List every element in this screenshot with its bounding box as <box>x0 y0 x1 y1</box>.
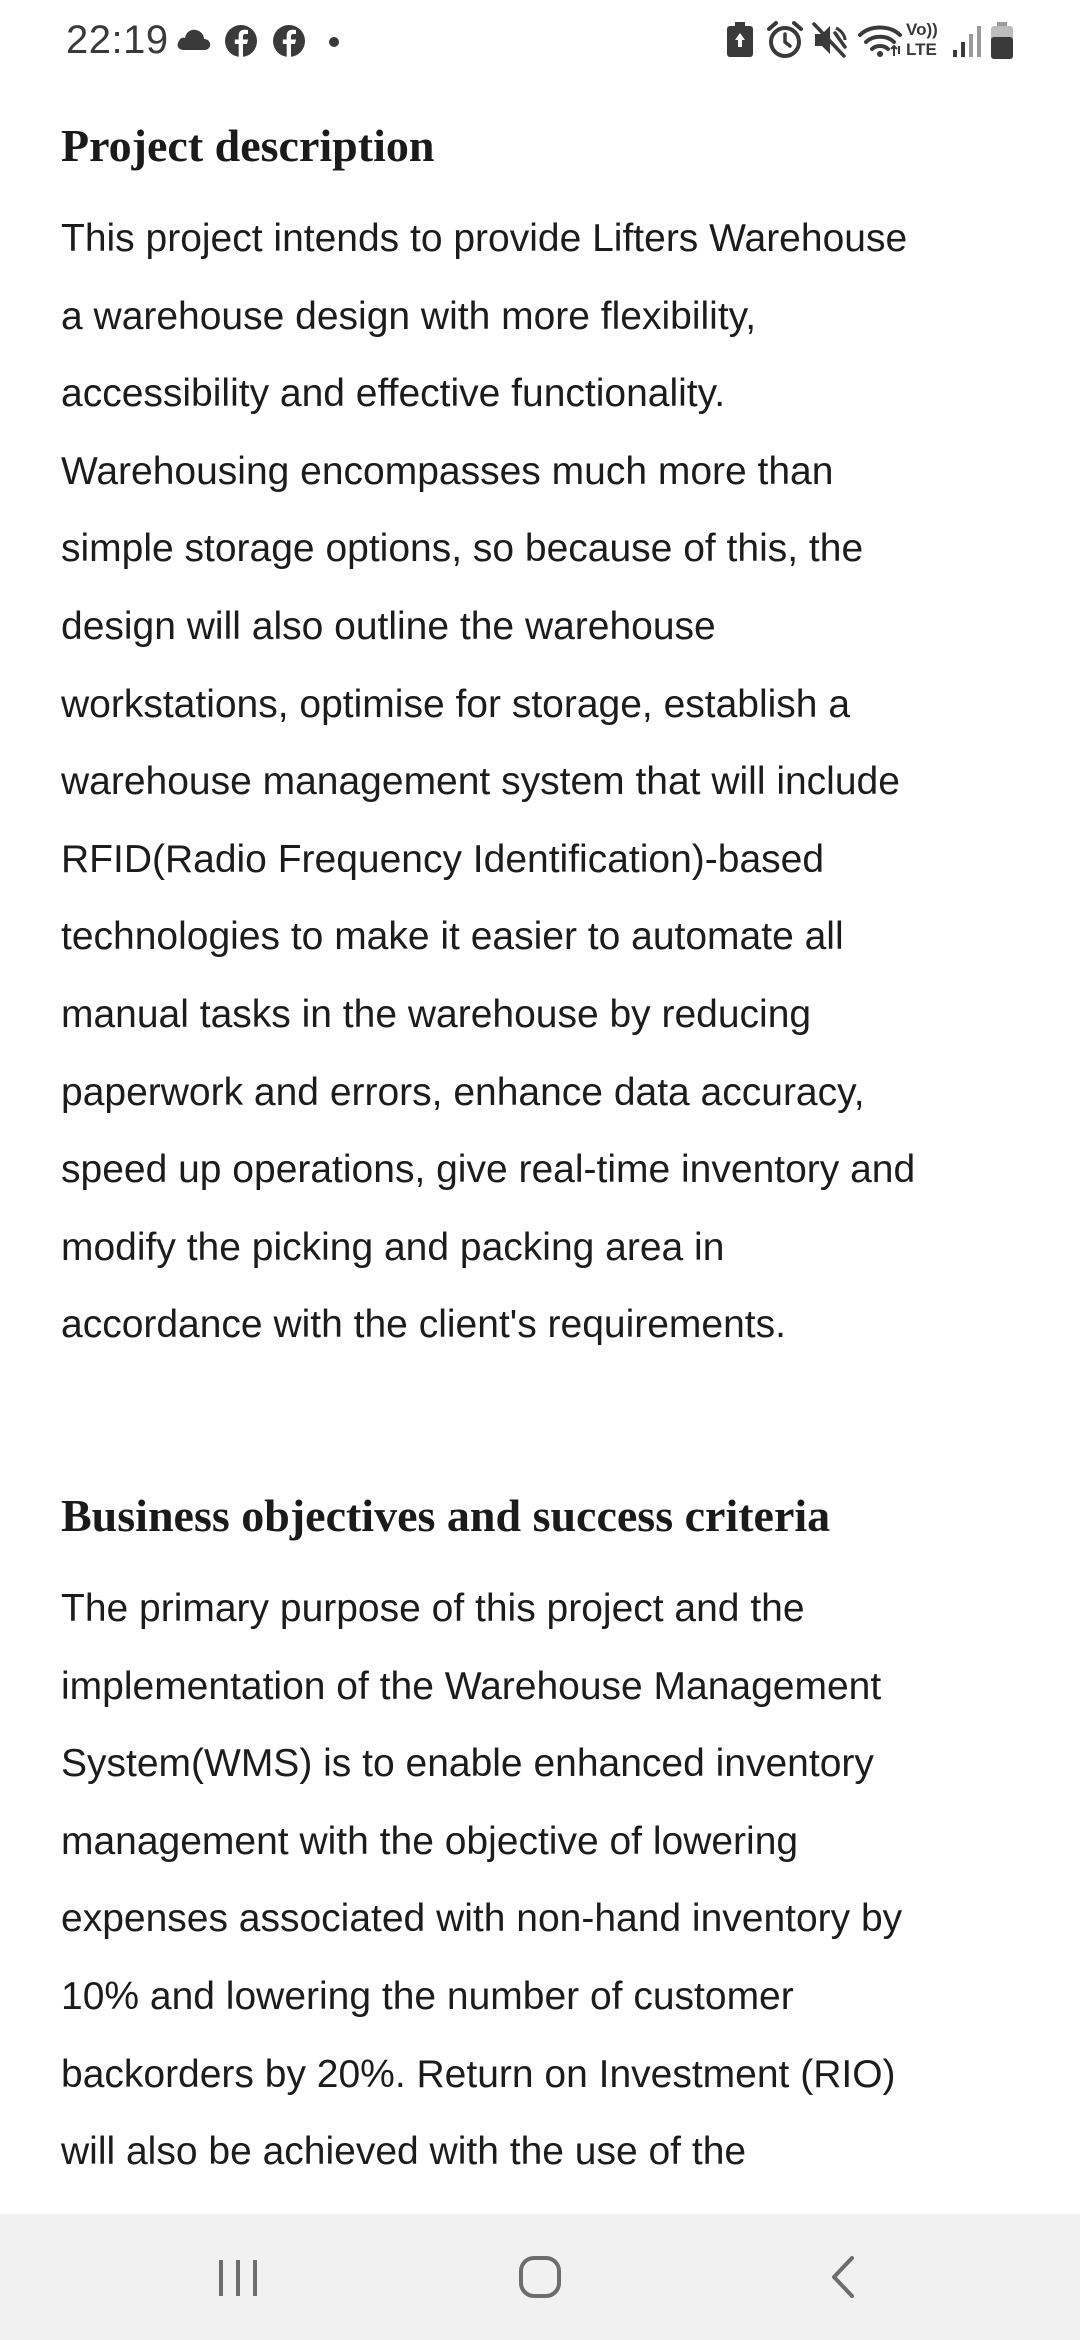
text-line: warehouse management system that will include <box>61 760 900 804</box>
wifi-icon <box>858 24 902 58</box>
mute-icon <box>812 22 848 58</box>
volte-bottom-label: LTE <box>906 40 937 59</box>
text-line: accessibility and effective functionality. <box>61 372 726 416</box>
facebook-icon <box>224 24 258 58</box>
recent-apps-icon <box>168 2222 308 2332</box>
back-icon <box>772 2222 912 2332</box>
battery-icon <box>990 22 1014 60</box>
text-line: simple storage options, so because of this, the <box>61 527 864 571</box>
status-time: 22:19 <box>66 18 169 62</box>
recent-apps-button[interactable] <box>168 2222 308 2332</box>
text-line: design will also outline the warehouse <box>61 604 716 648</box>
text-line: The primary purpose of this project and the <box>61 1587 805 1630</box>
text-line: Warehousing encompasses much more than <box>61 449 834 493</box>
text-line: manual tasks in the warehouse by reducing <box>61 992 812 1036</box>
text-line: speed up operations, give real-time inventory and <box>61 1148 916 1192</box>
text-line: workstations, optimise for storage, establish a <box>61 682 851 726</box>
home-icon <box>470 2222 610 2332</box>
text-line: management with the objective of lowering <box>61 1819 799 1863</box>
section-paragraph <box>61 1570 902 2191</box>
text-line: technologies to make it easier to automate all <box>61 915 844 959</box>
section-heading: Business objectives and success criteria <box>61 1490 831 1541</box>
status-bar <box>0 0 1080 84</box>
text-line: accordance with the client's requirements. <box>61 1303 786 1347</box>
alarm-icon <box>766 20 804 60</box>
home-button[interactable] <box>470 2222 610 2332</box>
text-line: implementation of the Warehouse Management <box>61 1664 882 1708</box>
text-line: This project intends to provide Lifters Warehouse <box>61 217 908 260</box>
notification-dot-icon <box>328 36 340 48</box>
volte-icon <box>906 20 946 64</box>
text-line: System(WMS) is to enable enhanced inventory <box>61 1742 874 1786</box>
text-line: modify the picking and packing area in <box>61 1225 725 1269</box>
text-line: will also be achieved with the use of the <box>61 2130 747 2174</box>
section-heading: Project description <box>61 120 435 171</box>
text-line: a warehouse design with more flexibility, <box>61 294 757 338</box>
navigation-bar <box>0 2214 1080 2340</box>
cloud-icon <box>176 26 212 52</box>
signal-icon <box>952 24 982 58</box>
text-line: 10% and lowering the number of customer <box>61 1974 794 2018</box>
text-line: backorders by 20%. Return on Investment (RIO) <box>61 2052 896 2096</box>
text-line: RFID(Radio Frequency Identification)-based <box>61 837 825 881</box>
volte-top-label: Vo)) <box>906 20 938 39</box>
battery-saver-icon <box>726 22 754 58</box>
facebook-icon <box>272 24 306 58</box>
section-paragraph <box>61 200 915 1364</box>
back-button[interactable] <box>772 2222 912 2332</box>
text-line: expenses associated with non-hand inventory by <box>61 1897 903 1941</box>
text-line: paperwork and errors, enhance data accuracy, <box>61 1070 865 1114</box>
